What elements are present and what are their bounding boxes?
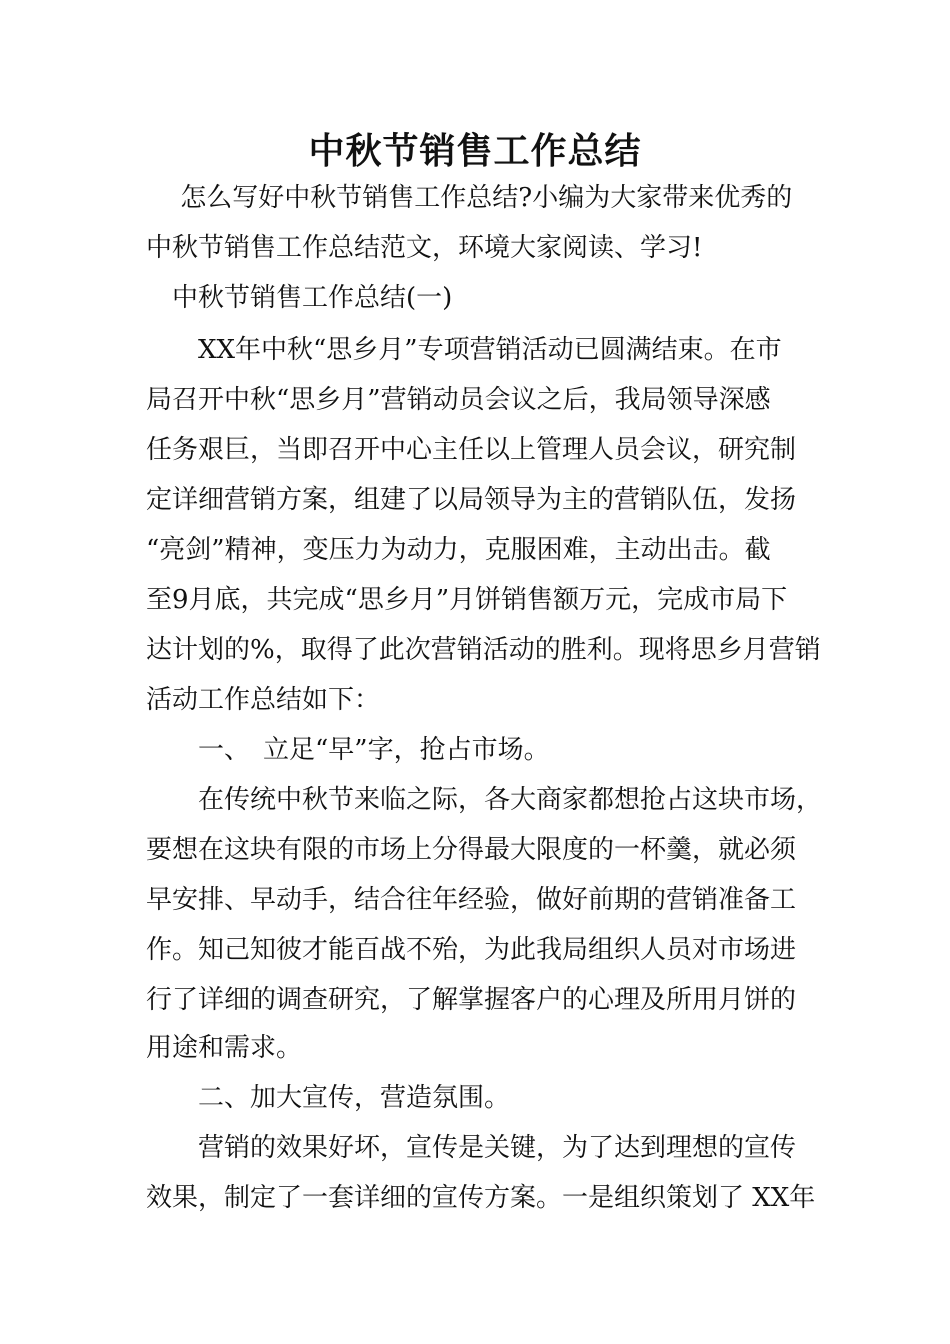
paragraph-line: 作。知己知彼才能百战不殆，为此我局组织人员对市场进 — [146, 935, 797, 965]
paragraph-line: 局召开中秋“思乡月”营销动员会议之后，我局领导深感 — [146, 385, 771, 415]
paragraph-line: 怎么写好中秋节销售工作总结?小编为大家带来优秀的 — [146, 183, 793, 213]
paragraph-line: 行了详细的调查研究，了解掌握客户的心理及所用月饼的 — [146, 985, 797, 1015]
paragraph-line: 营销的效果好坏，宣传是关键，为了达到理想的宣传 — [146, 1133, 797, 1163]
paragraph-line: “亮剑”精神，变压力为动力，克服困难，主动出击。截 — [146, 535, 771, 565]
paragraph-line: 早安排、早动手，结合往年经验，做好前期的营销准备工 — [146, 885, 797, 915]
paragraph-line: 要想在这块有限的市场上分得最大限度的一杯羹，就必须 — [146, 835, 797, 865]
paragraph-line: XX年中秋“思乡月”专项营销活动已圆满结束。在市 — [146, 335, 782, 365]
paragraph-line: 至9月底，共完成“思乡月”月饼销售额万元，完成市局下 — [146, 585, 788, 615]
subsection-heading: 一、 立足“早”字，抢占市场。 — [146, 735, 550, 765]
paragraph-line: 活动工作总结如下： — [146, 685, 381, 715]
document-title: 中秋节销售工作总结 — [308, 131, 642, 172]
paragraph-line: 任务艰巨，当即召开中心主任以上管理人员会议，研究制 — [146, 435, 797, 465]
subsection-heading: 二、加大宣传，营造氛围。 — [146, 1083, 511, 1113]
paragraph-line: 中秋节销售工作总结范文，环境大家阅读、学习! — [146, 233, 703, 263]
paragraph-line: 定详细营销方案，组建了以局领导为主的营销队伍，发扬 — [146, 485, 797, 515]
paragraph-line: 效果，制定了一套详细的宣传方案。一是组织策划了 XX年 — [146, 1183, 816, 1213]
paragraph-line: 达计划的%，取得了此次营销活动的胜利。现将思乡月营销 — [146, 635, 821, 665]
section-heading: 中秋节销售工作总结(一) — [146, 283, 453, 313]
paragraph-line: 在传统中秋节来临之际，各大商家都想抢占这块市场， — [146, 785, 823, 815]
paragraph-line: 用途和需求。 — [146, 1033, 303, 1063]
